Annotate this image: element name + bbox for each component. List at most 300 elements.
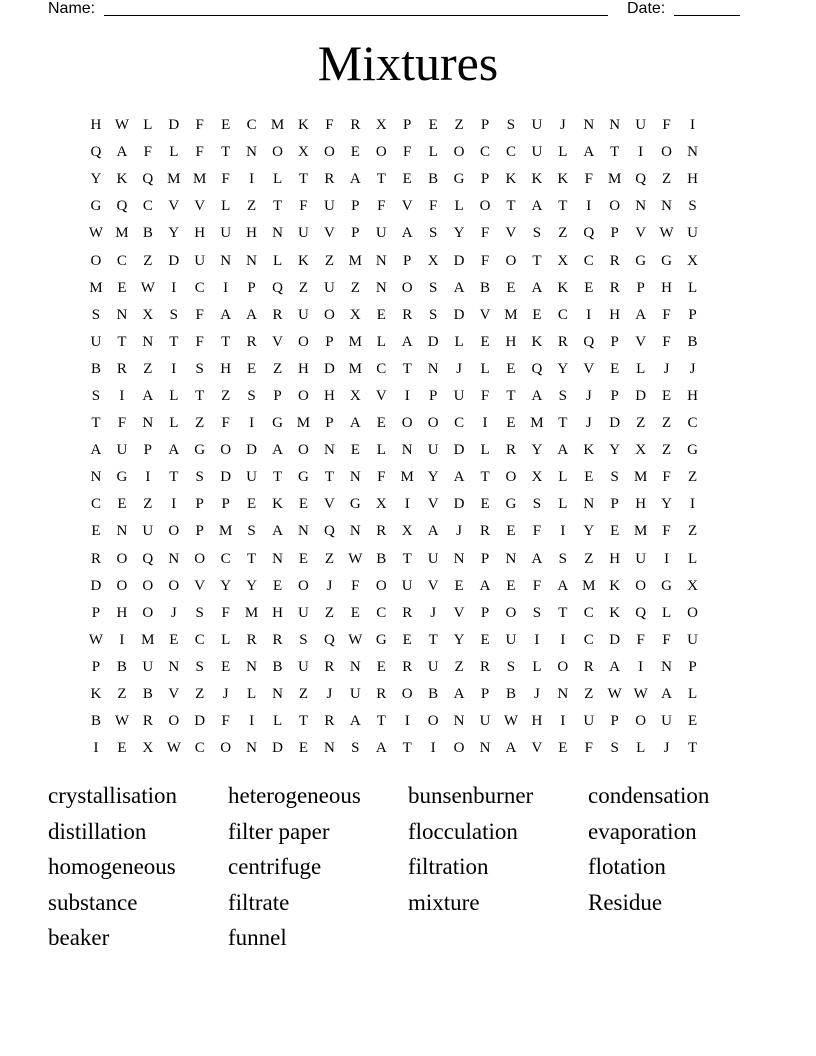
grid-letter: N bbox=[323, 740, 335, 757]
grid-row bbox=[83, 302, 733, 329]
grid-letter: J bbox=[430, 604, 437, 621]
grid-letter: Y bbox=[609, 442, 621, 459]
grid-letter: A bbox=[531, 387, 543, 404]
grid-letter: F bbox=[480, 225, 490, 242]
grid-letter: O bbox=[609, 198, 621, 215]
grid-letter: F bbox=[143, 144, 153, 161]
grid-letter: P bbox=[91, 604, 101, 621]
grid-letter: I bbox=[223, 279, 229, 296]
word-bank-item: mixture bbox=[408, 889, 480, 915]
grid-letter: R bbox=[376, 686, 387, 703]
grid-letter: T bbox=[610, 144, 620, 161]
grid-letter: F bbox=[195, 306, 204, 323]
grid-letter: A bbox=[349, 171, 361, 188]
grid-letter: P bbox=[403, 117, 412, 134]
grid-letter: H bbox=[90, 117, 102, 134]
grid-letter: P bbox=[610, 333, 619, 350]
grid-letter: D bbox=[453, 306, 465, 323]
grid-letter: B bbox=[428, 171, 439, 188]
word-bank-item: flocculation bbox=[408, 818, 518, 844]
grid-letter: U bbox=[194, 252, 206, 269]
grid-letter: I bbox=[404, 496, 410, 513]
grid-letter: S bbox=[506, 658, 516, 675]
grid-letter: U bbox=[505, 631, 517, 648]
grid-letter: E bbox=[221, 117, 231, 134]
grid-letter: G bbox=[349, 496, 361, 513]
grid-letter: E bbox=[584, 469, 594, 486]
grid-letter: C bbox=[480, 144, 491, 161]
grid-letter: I bbox=[482, 415, 488, 432]
grid-letter: L bbox=[272, 713, 283, 730]
grid-letter: L bbox=[532, 658, 542, 675]
grid-letter: D bbox=[453, 252, 465, 269]
grid-letter: X bbox=[375, 496, 387, 513]
grid-letter: R bbox=[480, 523, 491, 540]
grid-letter: T bbox=[506, 387, 516, 404]
grid-letter: H bbox=[505, 333, 517, 350]
grid-letter: A bbox=[349, 415, 361, 432]
grid-letter: I bbox=[119, 387, 125, 404]
grid-letter: M bbox=[530, 415, 544, 432]
grid-letter: I bbox=[638, 144, 644, 161]
grid-letter: E bbox=[428, 117, 438, 134]
grid-letter: G bbox=[298, 469, 309, 486]
grid-letter: H bbox=[194, 225, 206, 242]
grid-letter: T bbox=[480, 469, 490, 486]
grid-letter: M bbox=[348, 333, 363, 350]
grid-letter: F bbox=[221, 415, 230, 432]
grid-letter: J bbox=[456, 523, 463, 540]
grid-letter: H bbox=[687, 387, 698, 404]
grid-letter: Z bbox=[143, 252, 153, 269]
grid-letter: S bbox=[532, 225, 542, 242]
grid-letter: N bbox=[609, 117, 621, 134]
grid-letter: Z bbox=[324, 550, 334, 567]
grid-letter: V bbox=[635, 333, 647, 350]
grid-letter: G bbox=[661, 252, 673, 269]
grid-letter: N bbox=[116, 306, 128, 323]
grid-letter: F bbox=[662, 469, 671, 486]
grid-letter: A bbox=[661, 686, 673, 703]
grid-letter: Z bbox=[636, 415, 646, 432]
grid-letter: Z bbox=[143, 496, 153, 513]
grid-letter: O bbox=[661, 144, 673, 161]
grid-letter: X bbox=[687, 252, 698, 269]
grid-letter: F bbox=[117, 415, 127, 432]
grid-letter: F bbox=[662, 631, 671, 648]
grid-letter: V bbox=[168, 198, 180, 215]
grid-letter: N bbox=[298, 523, 309, 540]
grid-letter: W bbox=[166, 740, 181, 757]
grid-letter: V bbox=[375, 387, 387, 404]
grid-letter: E bbox=[402, 631, 412, 648]
grid-letter: N bbox=[661, 658, 673, 675]
grid-letter: G bbox=[635, 252, 647, 269]
grid-letter: K bbox=[90, 686, 102, 703]
word-bank-item: flotation bbox=[588, 854, 666, 879]
grid-letter: R bbox=[402, 306, 413, 323]
grid-letter: W bbox=[88, 225, 104, 242]
word-bank-item: centrifuge bbox=[228, 854, 322, 879]
grid-letter: N bbox=[272, 550, 283, 567]
grid-letter: S bbox=[558, 550, 568, 567]
grid-row bbox=[83, 627, 733, 654]
grid-letter: B bbox=[376, 550, 387, 567]
grid-row bbox=[83, 112, 733, 139]
grid-letter: E bbox=[687, 713, 698, 730]
grid-letter: I bbox=[145, 469, 151, 486]
grid-letter: U bbox=[298, 604, 309, 621]
grid-letter: K bbox=[116, 171, 128, 188]
grid-letter: S bbox=[532, 496, 542, 513]
grid-letter: E bbox=[221, 658, 231, 675]
grid-letter: E bbox=[350, 144, 360, 161]
grid-row bbox=[83, 708, 733, 735]
grid-letter: R bbox=[402, 658, 413, 675]
grid-letter: M bbox=[244, 604, 259, 621]
grid-letter: X bbox=[375, 117, 387, 134]
grid-letter: Z bbox=[584, 550, 594, 567]
grid-letter: A bbox=[583, 144, 595, 161]
grid-letter: N bbox=[375, 252, 387, 269]
grid-letter: D bbox=[609, 415, 621, 432]
grid-letter: M bbox=[582, 577, 596, 594]
grid-letter: I bbox=[586, 306, 592, 323]
word-bank bbox=[48, 780, 768, 958]
grid-letter: E bbox=[610, 360, 620, 377]
grid-letter: N bbox=[142, 333, 154, 350]
grid-letter: D bbox=[168, 252, 180, 269]
grid-letter: E bbox=[402, 171, 412, 188]
grid-letter: H bbox=[323, 387, 335, 404]
grid-letter: K bbox=[272, 496, 283, 513]
grid-letter: A bbox=[401, 333, 413, 350]
grid-letter: L bbox=[169, 387, 179, 404]
grid-row bbox=[83, 275, 733, 302]
grid-letter: T bbox=[687, 740, 698, 757]
grid-letter: D bbox=[220, 469, 232, 486]
grid-letter: N bbox=[427, 360, 439, 377]
grid-letter: T bbox=[324, 469, 334, 486]
grid-letter: N bbox=[453, 713, 465, 730]
grid-letter: I bbox=[404, 387, 410, 404]
grid-letter: P bbox=[195, 496, 204, 513]
grid-letter: O bbox=[116, 550, 128, 567]
grid-letter: D bbox=[323, 360, 335, 377]
grid-letter: U bbox=[531, 117, 543, 134]
grid-letter: O bbox=[687, 604, 698, 621]
grid-letter: A bbox=[168, 442, 180, 459]
grid-letter: F bbox=[662, 523, 671, 540]
word-bank-item: condensation bbox=[588, 783, 710, 808]
grid-letter: Z bbox=[221, 387, 231, 404]
grid-letter: N bbox=[220, 252, 232, 269]
grid-letter: J bbox=[559, 117, 566, 134]
grid-letter: Q bbox=[323, 523, 335, 540]
grid-letter: L bbox=[480, 442, 490, 459]
grid-letter: A bbox=[635, 306, 647, 323]
grid-letter: H bbox=[220, 360, 232, 377]
grid-letter: D bbox=[168, 117, 180, 134]
grid-row bbox=[83, 573, 733, 600]
grid-letter: S bbox=[610, 469, 619, 486]
grid-letter: S bbox=[247, 387, 256, 404]
grid-letter: C bbox=[505, 144, 516, 161]
letter-grid bbox=[83, 112, 733, 762]
grid-letter: Z bbox=[195, 415, 205, 432]
date-blank-line bbox=[674, 0, 740, 16]
grid-letter: V bbox=[479, 306, 491, 323]
grid-letter: K bbox=[557, 171, 569, 188]
grid-letter: F bbox=[221, 604, 230, 621]
grid-letter: R bbox=[350, 117, 361, 134]
grid-letter: F bbox=[195, 117, 204, 134]
grid-letter: M bbox=[504, 306, 518, 323]
word-bank-item: homogeneous bbox=[48, 854, 176, 879]
grid-letter: M bbox=[633, 523, 648, 540]
grid-letter: T bbox=[376, 713, 386, 730]
grid-letter: F bbox=[221, 171, 230, 188]
grid-letter: A bbox=[142, 387, 154, 404]
grid-letter: R bbox=[324, 171, 335, 188]
grid-letter: T bbox=[272, 198, 283, 215]
grid-letter: Q bbox=[635, 604, 647, 621]
grid-letter: O bbox=[220, 442, 232, 459]
grid-letter: P bbox=[480, 550, 490, 567]
word-bank-item: beaker bbox=[48, 925, 110, 950]
grid-letter: A bbox=[505, 740, 517, 757]
grid-letter: L bbox=[687, 686, 698, 703]
grid-letter: P bbox=[403, 252, 412, 269]
grid-letter: J bbox=[222, 686, 229, 703]
grid-letter: D bbox=[272, 740, 283, 757]
grid-letter: U bbox=[220, 225, 232, 242]
grid-letter: Z bbox=[584, 686, 594, 703]
grid-letter: E bbox=[247, 496, 257, 513]
grid-row bbox=[83, 383, 733, 410]
grid-letter: C bbox=[583, 252, 594, 269]
grid-letter: T bbox=[402, 550, 412, 567]
grid-letter: L bbox=[454, 198, 464, 215]
grid-letter: E bbox=[298, 740, 309, 757]
grid-letter: R bbox=[272, 306, 283, 323]
grid-letter: E bbox=[117, 496, 127, 513]
name-label: Name: bbox=[48, 0, 96, 17]
grid-letter: M bbox=[218, 523, 233, 540]
grid-letter: Y bbox=[453, 225, 465, 242]
grid-letter: M bbox=[633, 469, 648, 486]
grid-letter: U bbox=[479, 713, 491, 730]
grid-letter: Q bbox=[531, 360, 543, 377]
grid-letter: N bbox=[142, 415, 154, 432]
grid-letter: O bbox=[220, 740, 232, 757]
grid-letter: F bbox=[403, 144, 412, 161]
grid-letter: B bbox=[428, 686, 439, 703]
grid-letter: H bbox=[531, 713, 543, 730]
grid-letter: E bbox=[506, 415, 516, 432]
grid-letter: H bbox=[116, 604, 128, 621]
grid-letter: O bbox=[298, 442, 309, 459]
grid-letter: S bbox=[247, 523, 256, 540]
grid-letter: P bbox=[610, 496, 619, 513]
grid-letter: R bbox=[246, 333, 257, 350]
grid-letter: P bbox=[480, 686, 490, 703]
grid-letter: L bbox=[480, 360, 490, 377]
grid-letter: R bbox=[557, 333, 568, 350]
grid-letter: N bbox=[583, 117, 595, 134]
grid-letter: V bbox=[323, 225, 335, 242]
grid-letter: P bbox=[688, 306, 697, 323]
grid-letter: O bbox=[298, 577, 309, 594]
grid-letter: F bbox=[325, 117, 334, 134]
grid-letter: O bbox=[375, 144, 387, 161]
grid-letter: T bbox=[195, 387, 205, 404]
grid-letter: P bbox=[636, 279, 645, 296]
grid-letter: Y bbox=[661, 496, 673, 513]
grid-letter: G bbox=[661, 577, 673, 594]
grid-letter: O bbox=[142, 577, 154, 594]
grid-letter: L bbox=[272, 171, 283, 188]
grid-letter: Q bbox=[142, 171, 154, 188]
grid-letter: F bbox=[532, 577, 542, 594]
grid-letter: T bbox=[558, 604, 568, 621]
grid-letter: M bbox=[400, 469, 414, 486]
grid-letter: X bbox=[349, 387, 361, 404]
grid-letter: P bbox=[221, 496, 230, 513]
grid-letter: E bbox=[350, 604, 360, 621]
grid-letter: D bbox=[194, 713, 206, 730]
grid-letter: T bbox=[532, 252, 542, 269]
grid-letter: W bbox=[114, 713, 129, 730]
grid-letter: I bbox=[249, 415, 255, 432]
grid-letter: I bbox=[93, 740, 99, 757]
grid-letter: R bbox=[505, 442, 516, 459]
grid-letter: O bbox=[272, 144, 283, 161]
grid-letter: A bbox=[479, 577, 491, 594]
grid-letter: S bbox=[428, 306, 438, 323]
grid-letter: L bbox=[221, 198, 231, 215]
grid-letter: E bbox=[532, 306, 542, 323]
grid-letter: B bbox=[272, 658, 283, 675]
grid-letter: J bbox=[663, 740, 670, 757]
grid-letter: J bbox=[533, 686, 540, 703]
grid-letter: J bbox=[326, 577, 333, 594]
grid-letter: I bbox=[404, 713, 410, 730]
header-line bbox=[48, 0, 748, 20]
grid-letter: M bbox=[296, 415, 311, 432]
grid-letter: E bbox=[480, 631, 490, 648]
grid-letter: V bbox=[427, 577, 439, 594]
grid-letter: F bbox=[428, 198, 438, 215]
grid-letter: O bbox=[453, 740, 465, 757]
grid-letter: N bbox=[505, 550, 517, 567]
grid-letter: P bbox=[610, 225, 619, 242]
grid-letter: P bbox=[610, 387, 619, 404]
grid-letter: U bbox=[453, 387, 465, 404]
grid-row bbox=[83, 464, 733, 491]
grid-letter: H bbox=[635, 496, 647, 513]
grid-letter: T bbox=[298, 171, 309, 188]
grid-letter: L bbox=[221, 631, 231, 648]
grid-letter: Z bbox=[298, 279, 309, 296]
grid-letter: T bbox=[298, 713, 309, 730]
grid-letter: O bbox=[453, 144, 465, 161]
grid-letter: N bbox=[90, 469, 102, 486]
grid-letter: V bbox=[505, 225, 517, 242]
grid-letter: E bbox=[480, 333, 490, 350]
grid-letter: K bbox=[531, 333, 543, 350]
grid-letter: C bbox=[194, 279, 205, 296]
grid-letter: R bbox=[116, 360, 127, 377]
word-bank-item: filter paper bbox=[228, 818, 330, 844]
grid-letter: R bbox=[324, 713, 335, 730]
grid-letter: E bbox=[610, 523, 620, 540]
grid-row bbox=[83, 681, 733, 708]
grid-letter: Z bbox=[687, 523, 698, 540]
grid-letter: H bbox=[272, 604, 283, 621]
grid-letter: O bbox=[427, 415, 439, 432]
grid-letter: O bbox=[635, 713, 647, 730]
grid-letter: Z bbox=[662, 415, 672, 432]
grid-letter: Z bbox=[687, 469, 698, 486]
grid-letter: P bbox=[480, 171, 490, 188]
grid-letter: A bbox=[427, 523, 439, 540]
grid-letter: L bbox=[636, 740, 646, 757]
grid-letter: S bbox=[558, 387, 568, 404]
grid-letter: L bbox=[558, 496, 568, 513]
word-bank-item: Residue bbox=[588, 889, 663, 915]
word-bank-item: bunsenburner bbox=[408, 783, 534, 808]
grid-letter: A bbox=[531, 198, 543, 215]
grid-letter: I bbox=[664, 550, 670, 567]
grid-letter: S bbox=[351, 740, 360, 757]
grid-letter: K bbox=[505, 171, 517, 188]
grid-letter: W bbox=[659, 225, 674, 242]
grid-letter: E bbox=[298, 550, 309, 567]
grid-letter: K bbox=[298, 117, 309, 134]
grid-letter: U bbox=[298, 658, 309, 675]
grid-letter: O bbox=[427, 713, 439, 730]
grid-letter: L bbox=[143, 117, 153, 134]
grid-letter: G bbox=[116, 469, 128, 486]
grid-letter: X bbox=[687, 577, 698, 594]
grid-letter: U bbox=[583, 713, 595, 730]
grid-letter: E bbox=[117, 279, 127, 296]
grid-letter: A bbox=[609, 658, 621, 675]
grid-letter: U bbox=[375, 225, 387, 242]
grid-letter: U bbox=[323, 198, 335, 215]
grid-letter: Y bbox=[453, 631, 465, 648]
grid-letter: C bbox=[194, 631, 205, 648]
grid-letter: G bbox=[505, 496, 517, 513]
grid-letter: N bbox=[168, 550, 180, 567]
grid-letter: P bbox=[351, 225, 360, 242]
grid-letter: W bbox=[348, 550, 363, 567]
grid-letter: N bbox=[246, 658, 258, 675]
grid-letter: O bbox=[375, 577, 387, 594]
grid-letter: I bbox=[690, 117, 696, 134]
grid-letter: Z bbox=[350, 279, 360, 296]
grid-letter: S bbox=[428, 279, 438, 296]
word-bank-item: crystallisation bbox=[48, 783, 178, 808]
grid-letter: A bbox=[557, 577, 569, 594]
grid-letter: O bbox=[90, 252, 102, 269]
grid-letter: Q bbox=[272, 279, 283, 296]
grid-letter: Y bbox=[557, 360, 569, 377]
grid-letter: L bbox=[428, 144, 438, 161]
grid-letter: N bbox=[557, 686, 569, 703]
grid-letter: U bbox=[298, 306, 309, 323]
